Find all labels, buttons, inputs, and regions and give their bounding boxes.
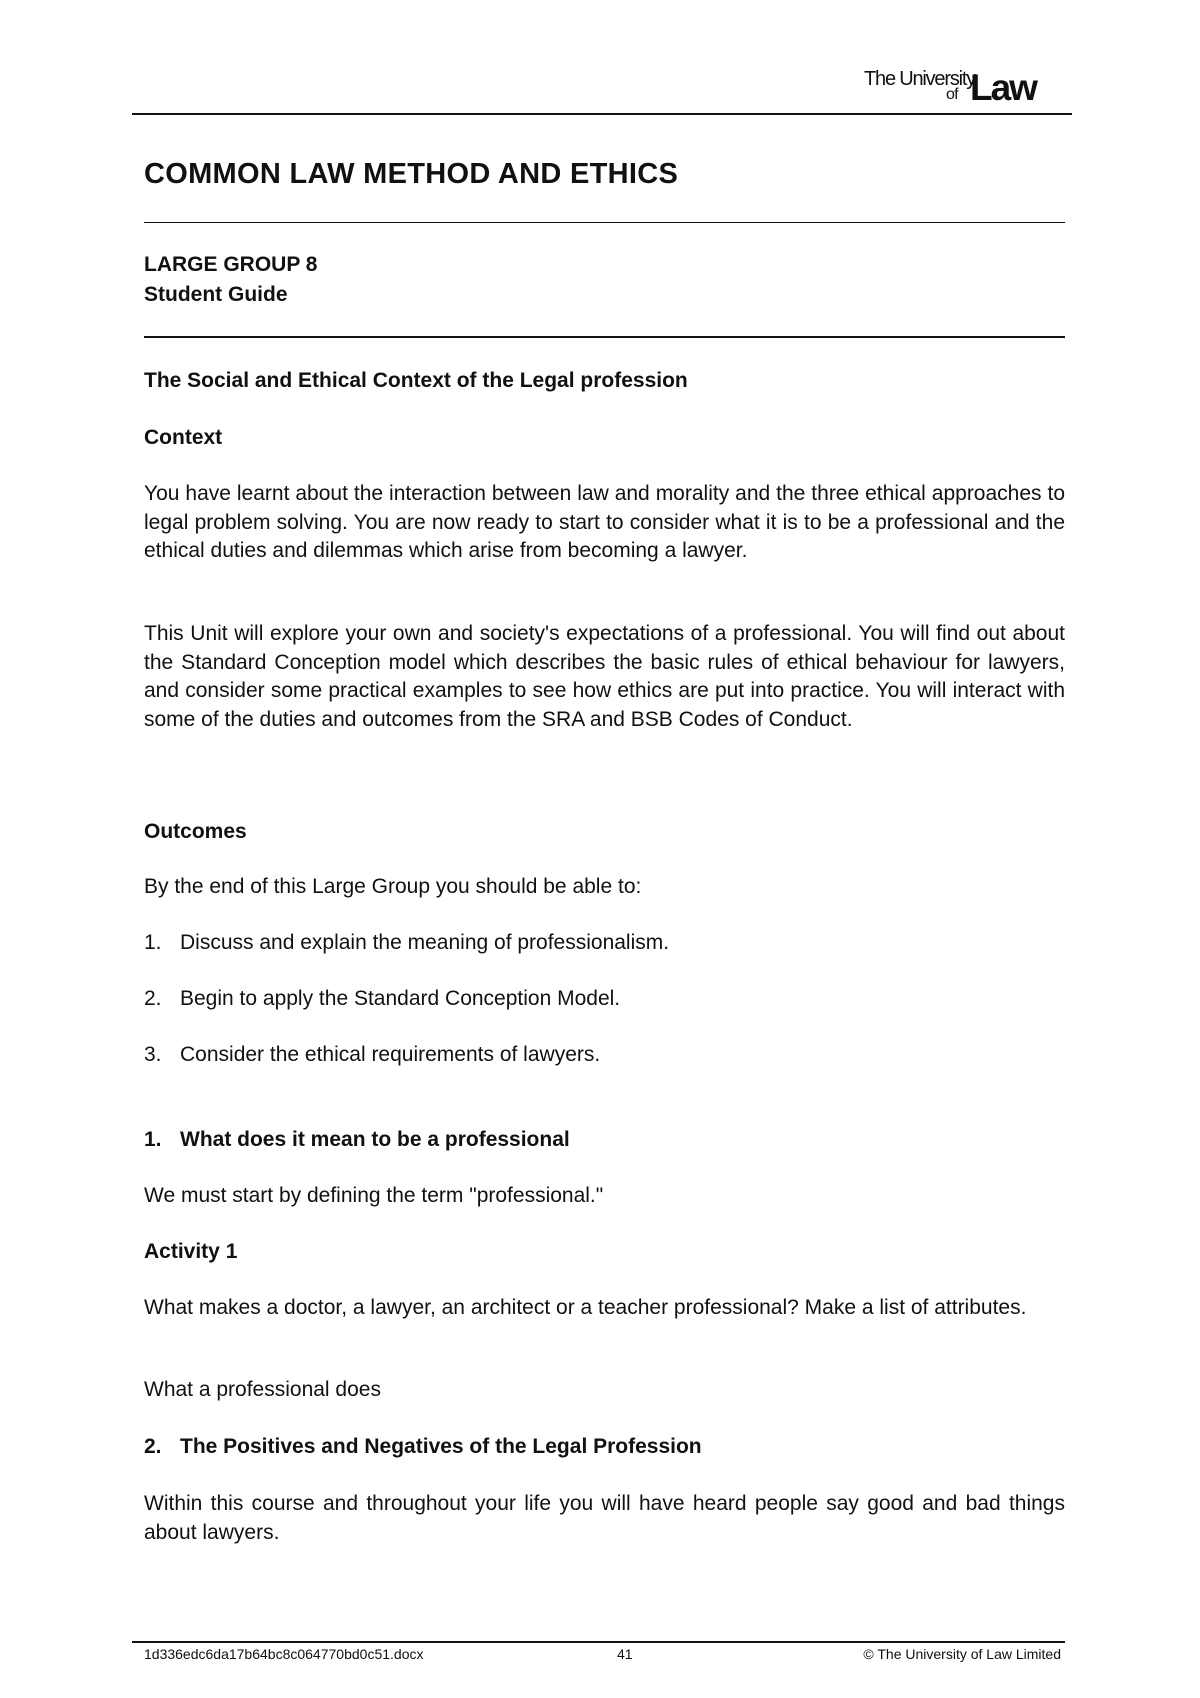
header-divider (132, 113, 1072, 115)
outcomes-heading: Outcomes (144, 820, 247, 843)
footer-copyright: © The University of Law Limited (863, 1646, 1061, 1662)
outcome-item (144, 1043, 600, 1067)
section-1-title: What does it mean to be a professional (180, 1128, 570, 1151)
logo-text-university: The University (864, 68, 976, 90)
logo-text-of: of (946, 86, 958, 103)
section-2-text: Within this course and throughout your life you will have heard people say good and bad things about lawyers. (144, 1492, 1065, 1544)
logo-text-law: Law (970, 67, 1036, 108)
outcome-number: 2. (144, 987, 162, 1010)
outcome-number: 3. (144, 1043, 162, 1066)
student-guide-label: Student Guide (144, 283, 288, 306)
section-1-number: 1. (144, 1128, 162, 1151)
document-title: COMMON LAW METHOD AND ETHICS (144, 158, 679, 190)
outcome-text: Discuss and explain the meaning of professionalism. (180, 931, 670, 954)
title-divider (144, 222, 1065, 223)
footer-filename: 1d336edc6da17b64bc8c064770bd0c51.docx (144, 1646, 424, 1662)
outcome-item (144, 987, 620, 1011)
footer-page-number: 41 (617, 1646, 633, 1662)
activity-1-subtext: What a professional does (144, 1378, 381, 1401)
outcome-item (144, 931, 669, 955)
outcome-number: 1. (144, 931, 162, 954)
section-1-heading (144, 1128, 570, 1152)
university-logo (852, 62, 1072, 112)
activity-1-text: What makes a doctor, a lawyer, an architect or a teacher professional? Make a list of attributes. (144, 1296, 1027, 1319)
subtitle-divider (144, 336, 1065, 338)
activity-1-heading: Activity 1 (144, 1240, 238, 1263)
footer-divider (132, 1641, 1065, 1643)
outcomes-intro: By the end of this Large Group you should be able to: (144, 875, 642, 898)
context-heading: Context (144, 426, 223, 449)
outcome-text: Begin to apply the Standard Conception Model. (180, 987, 621, 1010)
section-2-number: 2. (144, 1435, 162, 1458)
section-1-text: We must start by defining the term "professional." (144, 1184, 604, 1207)
section-2-title: The Positives and Negatives of the Legal Profession (180, 1435, 702, 1458)
large-group-label: LARGE GROUP 8 (144, 253, 318, 276)
context-paragraph-2: This Unit will explore your own and society's expectations of a professional. You will find out about the Standard Conception model which describes the basic rules of ethical behaviour for lawyers, and consider some practical examples to see how ethics are put into practice. You will interact with some of the duties and outcomes from the SRA and BSB Codes of Conduct. (144, 622, 1065, 731)
context-paragraph-1: You have learnt about the interaction between law and morality and the three ethical approaches to legal problem solving. You are now ready to start to consider what it is to be a professional and the ethical duties and dilemmas which arise from becoming a lawyer. (144, 482, 1065, 562)
topic-heading: The Social and Ethical Context of the Legal profession (144, 369, 688, 392)
outcome-text: Consider the ethical requirements of lawyers. (180, 1043, 601, 1066)
section-2-heading (144, 1435, 702, 1459)
